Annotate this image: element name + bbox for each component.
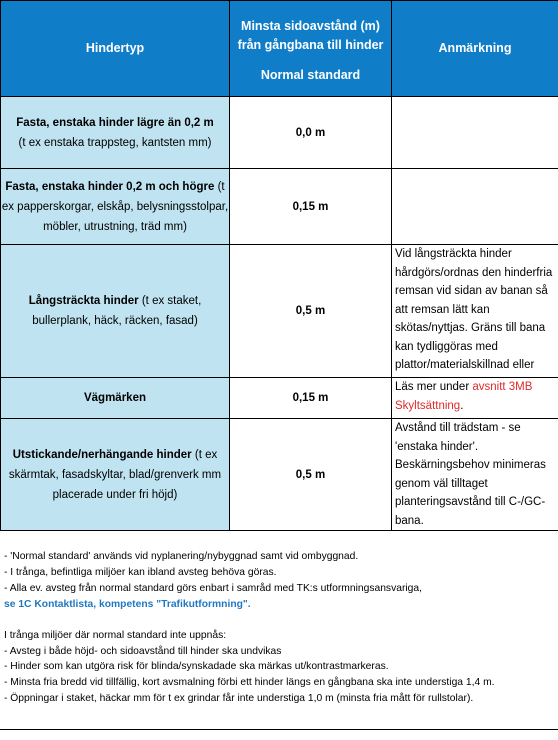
note-line: - Alla ev. avsteg från normal standard görs enbart i samråd med TK:s utformningsansvariga, xyxy=(4,582,422,594)
remark-cell: Vid långsträckta hinder hårdgörs/ordnas den hinderfria remsan vid sidan av banan så att remsan lätt kan skötas/nyttjas. Gräns till bana kan tydliggöras med plattor/materialskillnad eller xyxy=(392,245,558,378)
obstacle-type-examples: (t ex skärmtak, fasadskyltar, blad/grenverk mm placerade under fri höjd) xyxy=(8,448,222,501)
header-min-distance xyxy=(230,1,392,97)
signage-section-link[interactable]: avsnitt 3MB Skyltsättning xyxy=(395,381,533,412)
table-row xyxy=(1,169,558,245)
distance-cell: 0,5 m xyxy=(230,419,392,531)
note-bullet: - Minsta fria bredd vid tillfällig, kort avsmalning förbi ett hinder längs en gångbana ska inte understiga 1,4 m. xyxy=(4,677,495,689)
bottom-divider xyxy=(0,729,558,730)
header-normal-standard: Normal standard xyxy=(260,67,361,82)
note-bullet: - Hinder som kan utgöra risk för blinda/synskadade ska märkas ut/kontrastmarkeras. xyxy=(4,661,389,673)
header-min-distance-title: Minsta sidoavstånd (m) från gångbana till hinder xyxy=(237,18,384,52)
obstacle-type-name: Fasta, enstaka hinder lägre än 0,2 m xyxy=(16,116,214,129)
notes-section xyxy=(4,549,554,707)
obstacle-type-name: Långsträckta hinder xyxy=(28,295,139,307)
distance-cell: 0,0 m xyxy=(230,97,392,169)
obstacle-type-name: Fasta, enstaka hinder 0,2 m och högre xyxy=(5,180,215,193)
table-row xyxy=(1,97,558,169)
obstacle-type-name: Utstickande/nerhängande hinder xyxy=(12,448,192,461)
note-bullet: - Öppningar i staket, häckar mm för t ex grindar får inte understiga 1,0 m (minsta fria mått för rullstolar). xyxy=(4,693,474,705)
remark-cell xyxy=(392,169,558,245)
obstacle-type-examples: (t ex enstaka trappsteg, kantsten mm) xyxy=(18,136,212,149)
note-line: - I trånga, befintliga miljöer kan ibland avsteg behöva göras. xyxy=(4,566,277,578)
obstacle-type-cell xyxy=(1,169,230,245)
table-row xyxy=(1,419,558,531)
table-header-row xyxy=(1,1,558,97)
note-bullet: - Avsteg i både höjd- och sidoavstånd till hinder ska undvikas xyxy=(4,645,282,657)
header-remark: Anmärkning xyxy=(392,1,558,97)
spacer xyxy=(4,613,554,628)
distance-cell: 0,15 m xyxy=(230,169,392,245)
contact-list-link[interactable]: se 1C Kontaktlista, kompetens "Trafikutformning". xyxy=(4,598,251,610)
header-obstacle-type: Hindertyp xyxy=(1,1,230,97)
obstacle-type-cell xyxy=(1,245,230,378)
remark-cell xyxy=(392,378,558,419)
obstacle-type-examples: (t ex staket, bullerplank, häck, räcken, fasad) xyxy=(32,295,202,327)
remark-cell xyxy=(392,97,558,169)
remark-text: Läs mer under xyxy=(395,381,473,393)
remark-text-end: . xyxy=(460,399,464,412)
distance-cell: 0,5 m xyxy=(230,245,392,378)
table-row xyxy=(1,245,558,378)
obstacle-type-name: Vägmärken xyxy=(83,392,146,404)
obstacle-type-cell xyxy=(1,97,230,169)
table-row xyxy=(1,378,558,419)
obstacle-type-cell xyxy=(1,378,230,419)
note-paragraph-heading: I trånga miljöer där normal standard inte uppnås: xyxy=(4,629,227,641)
obstacle-type-examples: (t ex papperskorgar, elskåp, belysningsstolpar, möbler, utrustning, träd mm) xyxy=(1,180,229,233)
note-line: - 'Normal standard' används vid nyplanering/nybyggnad samt vid ombyggnad. xyxy=(4,551,359,562)
distance-cell: 0,15 m xyxy=(230,378,392,419)
obstacle-type-cell xyxy=(1,419,230,531)
remark-cell: Avstånd till trädstam - se 'enstaka hinder'. Beskärningsbehov minimeras genom väl tilltaget planteringsavstånd till C-/GC-bana. xyxy=(392,419,558,531)
